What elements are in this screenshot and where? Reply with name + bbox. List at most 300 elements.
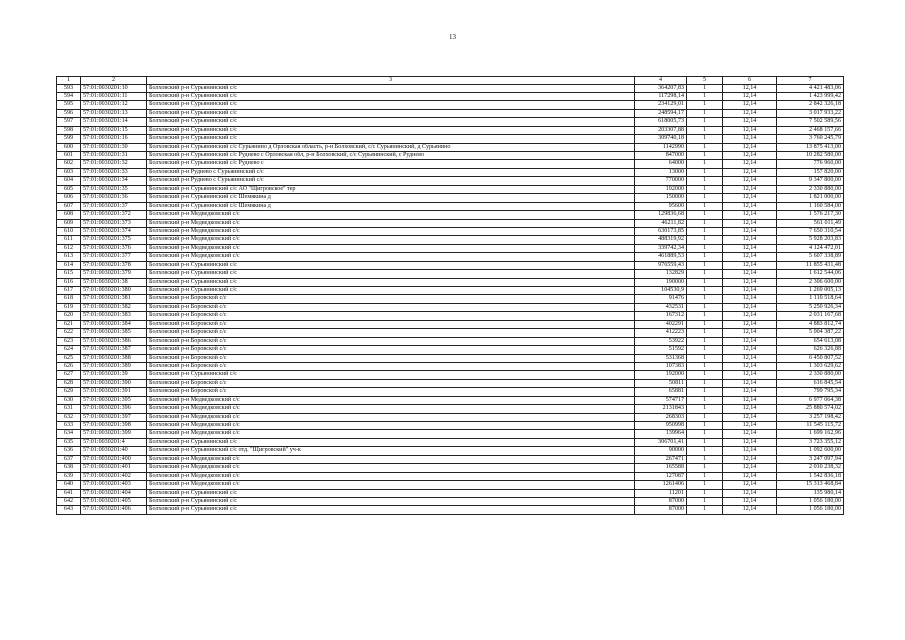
table-row xyxy=(57,168,844,176)
rate-cell: 12,14 xyxy=(723,329,777,337)
row-number-cell: 631 xyxy=(57,405,81,413)
cadastral-number-cell: 57:01:0030201:39 xyxy=(81,371,147,379)
row-number-cell: 642 xyxy=(57,497,81,505)
rate-cell: 12,14 xyxy=(723,295,777,303)
rate-cell: 12,14 xyxy=(723,337,777,345)
row-number-cell: 626 xyxy=(57,362,81,370)
cadastral-value-cell: 5 928 203,83 xyxy=(777,236,844,244)
location-cell: Болховский р-н Боровской с/с xyxy=(147,337,635,345)
location-cell: Болховский р-н Медведковский с/с xyxy=(147,481,635,489)
table-header-row xyxy=(57,77,844,85)
rate-cell: 12,14 xyxy=(723,489,777,497)
area-cell: 104530,9 xyxy=(635,287,687,295)
location-cell: Болховский р-н Сурьянинский с/с Руднево с xyxy=(147,160,635,168)
cadastral-number-cell: 57:01:0030201:4 xyxy=(81,438,147,446)
share-cell: 1 xyxy=(687,506,723,514)
cadastral-value-cell: 1 303 629,62 xyxy=(777,362,844,370)
row-number-cell: 625 xyxy=(57,354,81,362)
cadastral-value-cell: 1 576 217,30 xyxy=(777,211,844,219)
rate-cell: 12,14 xyxy=(723,379,777,387)
area-cell: 53922 xyxy=(635,337,687,345)
location-cell: Болховский р-н Медведковский с/с xyxy=(147,211,635,219)
cadastral-number-cell: 57:01:0030201:34 xyxy=(81,177,147,185)
area-cell: 402291 xyxy=(635,320,687,328)
cadastral-value-cell: 2 031 167,68 xyxy=(777,312,844,320)
cadastral-number-cell: 57:01:0030201:377 xyxy=(81,253,147,261)
cadastral-value-cell: 1 542 836,18 xyxy=(777,472,844,480)
cadastral-value-cell: 654 613,08 xyxy=(777,337,844,345)
area-cell: 847000 xyxy=(635,152,687,160)
cadastral-value-cell: 1 092 600,00 xyxy=(777,447,844,455)
rate-cell: 12,14 xyxy=(723,168,777,176)
location-cell: Болховский р-н Сурьянинский с/с Руднево с Орловская обл, р-н Болховский, с/с Сурьянинский, с Руднево xyxy=(147,152,635,160)
cadastral-number-cell: 57:01:0030201:405 xyxy=(81,497,147,505)
row-number-cell: 639 xyxy=(57,472,81,480)
share-cell: 1 xyxy=(687,177,723,185)
row-number-cell: 632 xyxy=(57,413,81,421)
location-cell: Болховский р-н Сурьянинский с/с АО "Щигровское" тер xyxy=(147,185,635,193)
area-cell: 90000 xyxy=(635,447,687,455)
table-row xyxy=(57,160,844,168)
row-number-cell: 611 xyxy=(57,236,81,244)
share-cell: 1 xyxy=(687,354,723,362)
table-body xyxy=(57,84,844,514)
cadastral-value-cell: 2 010 238,32 xyxy=(777,464,844,472)
rate-cell: 12,14 xyxy=(723,135,777,143)
rate-cell: 12,14 xyxy=(723,118,777,126)
rate-cell: 12,14 xyxy=(723,244,777,252)
cadastral-number-cell: 57:01:0030201:397 xyxy=(81,413,147,421)
rate-cell: 12,14 xyxy=(723,362,777,370)
row-number-cell: 607 xyxy=(57,202,81,210)
table-row xyxy=(57,329,844,337)
cadastral-number-cell: 57:01:0030201:382 xyxy=(81,303,147,311)
cadastral-value-cell: 1 110 518,64 xyxy=(777,295,844,303)
row-number-cell: 620 xyxy=(57,312,81,320)
share-cell: 1 xyxy=(687,236,723,244)
table-row xyxy=(57,253,844,261)
location-cell: Болховский р-н Боровской с/с xyxy=(147,354,635,362)
share-cell: 1 xyxy=(687,413,723,421)
cadastral-number-cell: 57:01:0030201:403 xyxy=(81,481,147,489)
share-cell: 1 xyxy=(687,371,723,379)
share-cell: 1 xyxy=(687,396,723,404)
location-cell: Болховский р-н Сурьянинский с/с Сурьянино д Орловская область, р-н Болховский, с/с Сурьянинский, д Сурьянино xyxy=(147,143,635,151)
row-number-cell: 638 xyxy=(57,464,81,472)
share-cell: 1 xyxy=(687,405,723,413)
rate-cell: 12,14 xyxy=(723,388,777,396)
table-row xyxy=(57,261,844,269)
table-row xyxy=(57,236,844,244)
cadastral-number-cell: 57:01:0030201:385 xyxy=(81,329,147,337)
location-cell: Болховский р-н Медведковский с/с xyxy=(147,422,635,430)
share-cell: 1 xyxy=(687,362,723,370)
cadastral-number-cell: 57:01:0030201:32 xyxy=(81,160,147,168)
cadastral-value-cell: 6 977 064,38 xyxy=(777,396,844,404)
area-cell: 190000 xyxy=(635,278,687,286)
cadastral-number-cell: 57:01:0030201:30 xyxy=(81,143,147,151)
share-cell: 1 xyxy=(687,261,723,269)
rate-cell: 12,14 xyxy=(723,92,777,100)
area-cell: 248594,17 xyxy=(635,109,687,117)
table-row xyxy=(57,506,844,514)
location-cell: Болховский р-н Сурьянинский с/с xyxy=(147,101,635,109)
share-cell: 1 xyxy=(687,135,723,143)
area-cell: 1261406 xyxy=(635,481,687,489)
share-cell: 1 xyxy=(687,489,723,497)
cadastral-value-cell: 4 124 472,01 xyxy=(777,244,844,252)
cadastral-value-cell: 1 056 180,00 xyxy=(777,497,844,505)
row-number-cell: 635 xyxy=(57,438,81,446)
location-cell: Болховский р-н Боровской с/с xyxy=(147,362,635,370)
rate-cell: 12,14 xyxy=(723,287,777,295)
row-number-cell: 602 xyxy=(57,160,81,168)
share-cell: 1 xyxy=(687,253,723,261)
column-header: 5 xyxy=(687,77,723,85)
rate-cell: 12,14 xyxy=(723,194,777,202)
location-cell: Болховский р-н Медведковский с/с xyxy=(147,227,635,235)
location-cell: Болховский р-н Сурьянинский с/с xyxy=(147,438,635,446)
cadastral-value-cell: 2 330 880,00 xyxy=(777,185,844,193)
share-cell: 1 xyxy=(687,185,723,193)
row-number-cell: 613 xyxy=(57,253,81,261)
table-row xyxy=(57,101,844,109)
rate-cell: 12,14 xyxy=(723,143,777,151)
area-cell: 306701,41 xyxy=(635,438,687,446)
cadastral-number-cell: 57:01:0030201:402 xyxy=(81,472,147,480)
area-cell: 129836,68 xyxy=(635,211,687,219)
cadastral-number-cell: 57:01:0030201:378 xyxy=(81,261,147,269)
cadastral-value-cell: 1 423 999,42 xyxy=(777,92,844,100)
rate-cell: 12,14 xyxy=(723,202,777,210)
row-number-cell: 634 xyxy=(57,430,81,438)
location-cell: Болховский р-н Медведковский с/с xyxy=(147,253,635,261)
row-number-cell: 630 xyxy=(57,396,81,404)
area-cell: 309740,18 xyxy=(635,135,687,143)
location-cell: Болховский р-н Боровской с/с xyxy=(147,379,635,387)
location-cell: Болховский р-н Сурьянинский с/с Шемякина д xyxy=(147,202,635,210)
rate-cell: 12,14 xyxy=(723,396,777,404)
table-row xyxy=(57,438,844,446)
cadastral-value-cell: 1 612 544,06 xyxy=(777,270,844,278)
column-header: 1 xyxy=(57,77,81,85)
table-row xyxy=(57,371,844,379)
location-cell: Болховский р-н Боровской с/с xyxy=(147,320,635,328)
table-row xyxy=(57,185,844,193)
row-number-cell: 598 xyxy=(57,126,81,134)
share-cell: 1 xyxy=(687,295,723,303)
cadastral-value-cell: 13 875 413,00 xyxy=(777,143,844,151)
table-row xyxy=(57,422,844,430)
cadastral-number-cell: 57:01:0030201:406 xyxy=(81,506,147,514)
area-cell: 95600 xyxy=(635,202,687,210)
table-row xyxy=(57,337,844,345)
location-cell: Болховский р-н Сурьянинский с/с xyxy=(147,118,635,126)
cadastral-number-cell: 57:01:0030201:396 xyxy=(81,405,147,413)
area-cell: 87000 xyxy=(635,497,687,505)
table-row xyxy=(57,346,844,354)
location-cell: Болховский р-н Сурьянинский с/с отд. "Щигровский" уч-к xyxy=(147,447,635,455)
cadastral-value-cell: 1 821 000,00 xyxy=(777,194,844,202)
location-cell: Болховский р-н Медведковский с/с xyxy=(147,413,635,421)
cadastral-number-cell: 57:01:0030201:375 xyxy=(81,236,147,244)
rate-cell: 12,14 xyxy=(723,312,777,320)
cadastral-value-cell: 3 017 933,22 xyxy=(777,109,844,117)
row-number-cell: 612 xyxy=(57,244,81,252)
rate-cell: 12,14 xyxy=(723,413,777,421)
location-cell: Болховский р-н Боровской с/с xyxy=(147,329,635,337)
location-cell: Болховский р-н Сурьянинский с/с xyxy=(147,261,635,269)
table-row xyxy=(57,244,844,252)
area-cell: 770000 xyxy=(635,177,687,185)
table-row xyxy=(57,202,844,210)
area-cell: 203307,88 xyxy=(635,126,687,134)
cadastral-value-cell: 3 257 198,42 xyxy=(777,413,844,421)
column-header: 4 xyxy=(635,77,687,85)
cadastral-value-cell: 5 607 338,89 xyxy=(777,253,844,261)
table-row xyxy=(57,194,844,202)
location-cell: Болховский р-н Медведковский с/с xyxy=(147,405,635,413)
cadastral-number-cell: 57:01:0030201:395 xyxy=(81,396,147,404)
land-registry-table xyxy=(56,76,844,515)
location-cell: Болховский р-н Боровской с/с xyxy=(147,295,635,303)
cadastral-number-cell: 57:01:0030201:400 xyxy=(81,455,147,463)
row-number-cell: 624 xyxy=(57,346,81,354)
location-cell: Болховский р-н Сурьянинский с/с xyxy=(147,489,635,497)
location-cell: Болховский р-н Сурьянинский с/с xyxy=(147,371,635,379)
share-cell: 1 xyxy=(687,422,723,430)
rate-cell: 12,14 xyxy=(723,472,777,480)
table-row xyxy=(57,287,844,295)
area-cell: 267471 xyxy=(635,455,687,463)
row-number-cell: 623 xyxy=(57,337,81,345)
table-row xyxy=(57,227,844,235)
cadastral-number-cell: 57:01:0030201:398 xyxy=(81,422,147,430)
table-row xyxy=(57,455,844,463)
table-row xyxy=(57,312,844,320)
share-cell: 1 xyxy=(687,472,723,480)
table-row xyxy=(57,362,844,370)
area-cell: 64000 xyxy=(635,160,687,168)
share-cell: 1 xyxy=(687,244,723,252)
location-cell: Болховский р-н Сурьянинский с/с xyxy=(147,135,635,143)
cadastral-value-cell: 11 855 431,48 xyxy=(777,261,844,269)
rate-cell: 12,14 xyxy=(723,160,777,168)
cadastral-number-cell: 57:01:0030201:10 xyxy=(81,84,147,92)
location-cell: Болховский р-н Боровской с/с xyxy=(147,346,635,354)
rate-cell: 12,14 xyxy=(723,354,777,362)
table-row xyxy=(57,464,844,472)
area-cell: 107383 xyxy=(635,362,687,370)
cadastral-value-cell: 561 011,49 xyxy=(777,219,844,227)
cadastral-value-cell: 5 004 387,22 xyxy=(777,329,844,337)
row-number-cell: 609 xyxy=(57,219,81,227)
area-cell: 339742,34 xyxy=(635,244,687,252)
row-number-cell: 621 xyxy=(57,320,81,328)
cadastral-number-cell: 57:01:0030201:11 xyxy=(81,92,147,100)
cadastral-value-cell: 2 468 157,66 xyxy=(777,126,844,134)
cadastral-value-cell: 776 960,00 xyxy=(777,160,844,168)
table-row xyxy=(57,219,844,227)
area-cell: 976559,43 xyxy=(635,261,687,269)
share-cell: 1 xyxy=(687,388,723,396)
cadastral-value-cell: 3 760 245,79 xyxy=(777,135,844,143)
share-cell: 1 xyxy=(687,379,723,387)
rate-cell: 12,14 xyxy=(723,177,777,185)
row-number-cell: 627 xyxy=(57,371,81,379)
row-number-cell: 633 xyxy=(57,422,81,430)
table-row xyxy=(57,354,844,362)
rate-cell: 12,14 xyxy=(723,303,777,311)
location-cell: Болховский р-н Медведковский с/с xyxy=(147,430,635,438)
area-cell: 132829 xyxy=(635,270,687,278)
rate-cell: 12,14 xyxy=(723,506,777,514)
cadastral-number-cell: 57:01:0030201:14 xyxy=(81,118,147,126)
cadastral-value-cell: 3 723 355,12 xyxy=(777,438,844,446)
table-row xyxy=(57,118,844,126)
rate-cell: 12,14 xyxy=(723,84,777,92)
rate-cell: 12,14 xyxy=(723,236,777,244)
rate-cell: 12,14 xyxy=(723,430,777,438)
cadastral-value-cell: 25 880 574,02 xyxy=(777,405,844,413)
cadastral-value-cell: 2 842 326,18 xyxy=(777,101,844,109)
rate-cell: 12,14 xyxy=(723,455,777,463)
cadastral-number-cell: 57:01:0030201:386 xyxy=(81,337,147,345)
location-cell: Болховский р-н Руднево с Сурьянинский с/с xyxy=(147,168,635,176)
rate-cell: 12,14 xyxy=(723,101,777,109)
share-cell: 1 xyxy=(687,497,723,505)
table-row xyxy=(57,143,844,151)
area-cell: 167312 xyxy=(635,312,687,320)
cadastral-value-cell: 2 306 600,00 xyxy=(777,278,844,286)
location-cell: Болховский р-н Сурьянинский с/с xyxy=(147,497,635,505)
row-number-cell: 601 xyxy=(57,152,81,160)
location-cell: Болховский р-н Медведковский с/с xyxy=(147,244,635,252)
table-row xyxy=(57,303,844,311)
share-cell: 1 xyxy=(687,219,723,227)
share-cell: 1 xyxy=(687,118,723,126)
table-row xyxy=(57,270,844,278)
location-cell: Болховский р-н Сурьянинский с/с Шемякина д xyxy=(147,194,635,202)
rate-cell: 12,14 xyxy=(723,438,777,446)
location-cell: Болховский р-н Медведковский с/с xyxy=(147,236,635,244)
cadastral-number-cell: 57:01:0030201:35 xyxy=(81,185,147,193)
row-number-cell: 615 xyxy=(57,270,81,278)
table-row xyxy=(57,320,844,328)
rate-cell: 12,14 xyxy=(723,278,777,286)
cadastral-value-cell: 7 502 589,56 xyxy=(777,118,844,126)
row-number-cell: 619 xyxy=(57,303,81,311)
share-cell: 1 xyxy=(687,464,723,472)
row-number-cell: 637 xyxy=(57,455,81,463)
row-number-cell: 641 xyxy=(57,489,81,497)
table-row xyxy=(57,211,844,219)
cadastral-number-cell: 57:01:0030201:383 xyxy=(81,312,147,320)
cadastral-value-cell: 135 980,14 xyxy=(777,489,844,497)
area-cell: 630173,85 xyxy=(635,227,687,235)
cadastral-number-cell: 57:01:0030201:37 xyxy=(81,202,147,210)
area-cell: 165588 xyxy=(635,464,687,472)
row-number-cell: 629 xyxy=(57,388,81,396)
row-number-cell: 604 xyxy=(57,177,81,185)
area-cell: 618005,73 xyxy=(635,118,687,126)
cadastral-value-cell: 6 450 807,52 xyxy=(777,354,844,362)
cadastral-number-cell: 57:01:0030201:33 xyxy=(81,168,147,176)
cadastral-number-cell: 57:01:0030201:384 xyxy=(81,320,147,328)
rate-cell: 12,14 xyxy=(723,371,777,379)
column-header: 6 xyxy=(723,77,777,85)
rate-cell: 12,14 xyxy=(723,481,777,489)
cadastral-number-cell: 57:01:0030201:379 xyxy=(81,270,147,278)
cadastral-value-cell: 1 056 180,00 xyxy=(777,506,844,514)
cadastral-number-cell: 57:01:0030201:388 xyxy=(81,354,147,362)
area-cell: 2131843 xyxy=(635,405,687,413)
area-cell: 412223 xyxy=(635,329,687,337)
row-number-cell: 605 xyxy=(57,185,81,193)
share-cell: 1 xyxy=(687,143,723,151)
area-cell: 950998 xyxy=(635,422,687,430)
rate-cell: 12,14 xyxy=(723,126,777,134)
share-cell: 1 xyxy=(687,152,723,160)
location-cell: Болховский р-н Сурьянинский с/с xyxy=(147,84,635,92)
location-cell: Болховский р-н Сурьянинский с/с xyxy=(147,506,635,514)
share-cell: 1 xyxy=(687,227,723,235)
rate-cell: 12,14 xyxy=(723,185,777,193)
location-cell: Болховский р-н Сурьянинский с/с xyxy=(147,126,635,134)
share-cell: 1 xyxy=(687,287,723,295)
location-cell: Болховский р-н Медведковский с/с xyxy=(147,472,635,480)
table-row xyxy=(57,481,844,489)
table-row xyxy=(57,489,844,497)
row-number-cell: 617 xyxy=(57,287,81,295)
cadastral-number-cell: 57:01:0030201:12 xyxy=(81,101,147,109)
location-cell: Болховский р-н Боровской с/с xyxy=(147,312,635,320)
cadastral-number-cell: 57:01:0030201:16 xyxy=(81,135,147,143)
area-cell: 432531 xyxy=(635,303,687,311)
cadastral-number-cell: 57:01:0030201:381 xyxy=(81,295,147,303)
location-cell: Болховский р-н Сурьянинский с/с xyxy=(147,270,635,278)
cadastral-number-cell: 57:01:0030201:389 xyxy=(81,362,147,370)
column-header: 7 xyxy=(777,77,844,85)
row-number-cell: 600 xyxy=(57,143,81,151)
share-cell: 1 xyxy=(687,92,723,100)
table-row xyxy=(57,295,844,303)
rate-cell: 12,14 xyxy=(723,253,777,261)
cadastral-number-cell: 57:01:0030201:391 xyxy=(81,388,147,396)
cadastral-number-cell: 57:01:0030201:31 xyxy=(81,152,147,160)
area-cell: 364207,83 xyxy=(635,84,687,92)
row-number-cell: 596 xyxy=(57,109,81,117)
cadastral-number-cell: 57:01:0030201:36 xyxy=(81,194,147,202)
table-row xyxy=(57,278,844,286)
cadastral-value-cell: 4 883 812,74 xyxy=(777,320,844,328)
cadastral-number-cell: 57:01:0030201:38 xyxy=(81,278,147,286)
area-cell: 65881 xyxy=(635,388,687,396)
location-cell: Болховский р-н Боровской с/с xyxy=(147,303,635,311)
location-cell: Болховский р-н Боровской с/с xyxy=(147,388,635,396)
cadastral-value-cell: 3 247 097,94 xyxy=(777,455,844,463)
table-row xyxy=(57,388,844,396)
table-row xyxy=(57,430,844,438)
share-cell: 1 xyxy=(687,329,723,337)
share-cell: 1 xyxy=(687,168,723,176)
rate-cell: 12,14 xyxy=(723,497,777,505)
share-cell: 1 xyxy=(687,126,723,134)
rate-cell: 12,14 xyxy=(723,464,777,472)
row-number-cell: 610 xyxy=(57,227,81,235)
cadastral-value-cell: 2 330 880,00 xyxy=(777,371,844,379)
cadastral-number-cell: 57:01:0030201:374 xyxy=(81,227,147,235)
